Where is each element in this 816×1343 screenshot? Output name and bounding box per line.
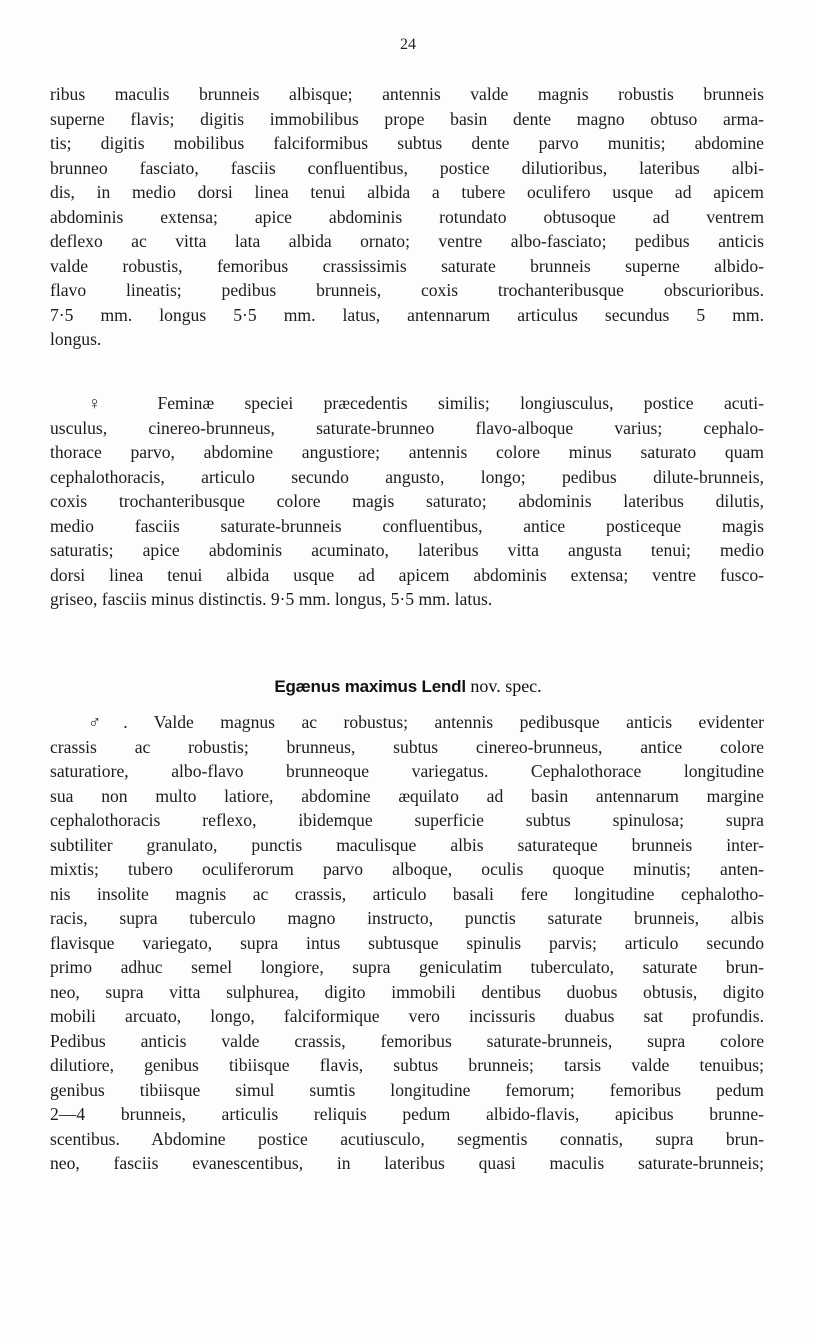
text-line: ribus maculis brunneis albisque; antennis valde magnis robustis brunneis: [50, 84, 764, 104]
text-line: superne flavis; digitis immobilibus prope basin dente magno obtuso arma-: [50, 108, 764, 129]
text-line: flavo lineatis; pedibus brunneis, coxis trochanteribusque obscurioribus.: [50, 280, 764, 300]
text-line: Pedibus anticis valde crassis, femoribus saturate-brunneis, supra colore: [50, 1030, 764, 1051]
text-line: abdominis extensa; apice abdominis rotundato obtusoque ad ventrem: [50, 206, 764, 227]
text-line: racis, supra tuberculo magno instructo, punctis saturate brunneis, albis: [50, 908, 764, 928]
text-line: sua non multo latiore, abdomine æquilato ad basin antennarum margine: [50, 785, 764, 806]
text-line: saturatis; apice abdominis acuminato, lateribus vitta angusta tenui; medio: [50, 540, 764, 560]
text-line: tis; digitis mobilibus falciformibus subtus dente parvo munitis; abdomine: [50, 133, 764, 153]
species-name: Egænus maximus Lendl: [274, 677, 466, 696]
text-line: mixtis; tubero oculiferorum parvo alboque, oculis quoque minutis; anten-: [50, 859, 764, 879]
text-line: deflexo ac vitta lata albida ornato; ventre albo-fasciato; pedibus anticis: [50, 231, 764, 251]
text-line: 7·5 mm. longus 5·5 mm. latus, antennarum articulus secundus 5 mm.: [50, 304, 764, 325]
text-line: valde robustis, femoribus crassissimis saturate brunneis superne albido-: [50, 255, 764, 276]
page-number: 24: [400, 36, 416, 53]
text-line: neo, supra vitta sulphurea, digito immobili dentibus duobus obtusis, digito: [50, 981, 764, 1002]
text-line: mobili arcuato, longo, falciformique vero incissuris duabus sat profundis.: [50, 1006, 764, 1026]
text-line: ♂. Valde magnus ac robustus; antennis pedibusque anticis evidenter: [88, 712, 764, 732]
text-line: neo, fasciis evanescentibus, in lateribus quasi maculis saturate-brunneis;: [50, 1153, 764, 1173]
text-line: flavisque variegato, supra intus subtusque spinulis parvis; articulo secundo: [50, 932, 764, 953]
text-line: subtiliter granulato, punctis maculisque albis saturateque brunneis inter-: [50, 834, 764, 855]
text-line: dis, in medio dorsi linea tenui albida a tubere oculifero usque ad apicem: [50, 182, 764, 202]
species-heading: [0, 676, 816, 697]
text-line: crassis ac robustis; brunneus, subtus cinereo-brunneus, antice colore: [50, 736, 764, 757]
text-line: brunneo fasciato, fasciis confluentibus, postice dilutioribus, lateribus albi-: [50, 157, 764, 178]
text-line: nis insolite magnis ac crassis, articulo basali fere longitudine cephalotho-: [50, 883, 764, 904]
text-line: longus.: [50, 329, 102, 349]
text-line: medio fasciis saturate-brunneis confluentibus, antice posticeque magis: [50, 515, 764, 536]
text-line: 2—4 brunneis, articulis reliquis pedum albido-flavis, apicibus brunne-: [50, 1104, 764, 1124]
text-line: dilutiore, genibus tibiisque flavis, subtus brunneis; tarsis valde tenuibus;: [50, 1055, 764, 1075]
paragraph-1: [50, 82, 764, 352]
paragraph-2-female: [50, 391, 764, 612]
text-line: scentibus. Abdomine postice acutiusculo, segmentis connatis, supra brun-: [50, 1128, 764, 1149]
text-line: primo adhuc semel longiore, supra geniculatim tuberculato, saturate brun-: [50, 957, 764, 977]
text-line: coxis trochanteribusque colore magis saturato; abdominis lateribus dilutis,: [50, 491, 764, 511]
text-line: griseo, fasciis minus distinctis. 9·5 mm. longus, 5·5 mm. latus.: [50, 589, 493, 609]
text-line: usculus, cinereo-brunneus, saturate-brunneo flavo-alboque varius; cephalo-: [50, 417, 764, 438]
text-line: cephalothoracis reflexo, ibidemque superficie subtus spinulosa; supra: [50, 810, 764, 830]
text-line: saturatiore, albo-flavo brunneoque variegatus. Cephalothorace longitudine: [50, 761, 764, 781]
text-line: dorsi linea tenui albida usque ad apicem abdominis extensa; ventre fusco-: [50, 564, 764, 585]
text-line: genibus tibiisque simul sumtis longitudine femorum; femoribus pedum: [50, 1079, 764, 1100]
paragraph-3-male: [50, 710, 764, 1176]
text-line: thorace parvo, abdomine angustiore; antennis colore minus saturato quam: [50, 442, 764, 462]
text-line: ♀ Feminæ speciei præcedentis similis; longiusculus, postice acuti-: [88, 393, 764, 413]
text-line: cephalothoracis, articulo secundo angusto, longo; pedibus dilute-brunneis,: [50, 466, 764, 487]
species-suffix: nov. spec.: [465, 676, 542, 696]
